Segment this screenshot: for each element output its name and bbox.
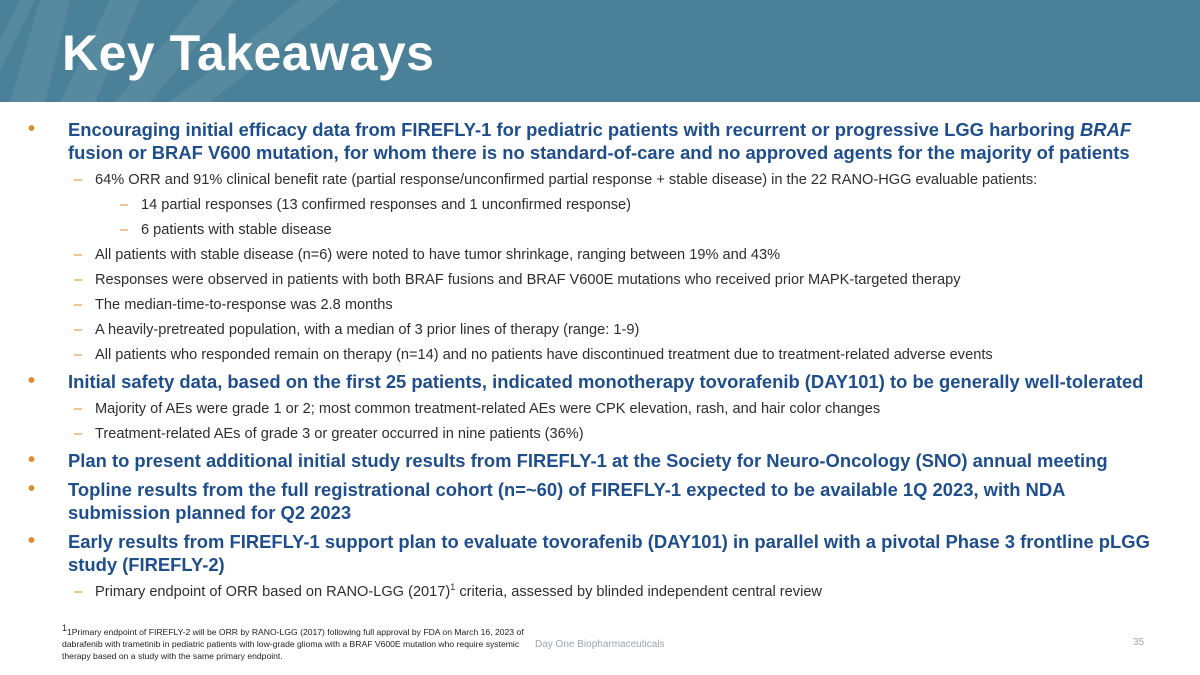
dash-icon: – — [74, 426, 83, 442]
sub-bullet — [74, 424, 1200, 444]
dash-icon: – — [74, 322, 83, 338]
takeaways-list — [0, 118, 1200, 607]
sub-bullet — [74, 245, 1200, 265]
sub-bullet-text: The median-time-to-response was 2.8 months — [95, 297, 393, 313]
bullet-text: Early results from FIREFLY-1 support plan to evaluate tovorafenib (DAY101) in parallel with a pivotal Phase 3 frontline pLGG study (FIREFLY-2) — [68, 531, 1150, 575]
dash-icon: – — [74, 401, 83, 417]
footnote-marker: 1 — [62, 623, 68, 634]
footnote — [62, 623, 532, 662]
takeaway-bullet — [28, 530, 1168, 576]
dash-icon: – — [74, 584, 83, 600]
takeaway-bullet — [28, 449, 1168, 472]
bullet-dot-icon: • — [28, 370, 36, 392]
takeaway-bullet — [28, 370, 1168, 393]
dash-icon: – — [74, 272, 83, 288]
sub-bullet-text: 6 patients with stable disease — [141, 222, 332, 238]
sub-bullet — [74, 345, 1200, 365]
sub-bullet-text: All patients who responded remain on therapy (n=14) and no patients have discontinued treatment due to treatment-related adverse events — [95, 347, 993, 363]
takeaway-bullet — [28, 118, 1168, 164]
sub-bullet — [74, 582, 1200, 602]
dash-icon: – — [74, 247, 83, 263]
sub-sub-bullet — [120, 195, 1200, 215]
bullet-text-italic: BRAF — [1080, 119, 1132, 140]
sub-bullet-text: 14 partial responses (13 confirmed responses and 1 unconfirmed response) — [141, 197, 631, 213]
bullet-dot-icon: • — [28, 118, 36, 140]
company-name: Day One Biopharmaceuticals — [535, 639, 665, 650]
page-title: Key Takeaways — [62, 25, 435, 81]
title-banner — [0, 0, 1200, 102]
sub-bullet-text: Treatment-related AEs of grade 3 or greater occurred in nine patients (36%) — [95, 426, 584, 442]
sub-bullet — [74, 320, 1200, 340]
sub-bullet — [74, 170, 1200, 190]
page-number: 35 — [1133, 637, 1145, 648]
bullet-text: Encouraging initial efficacy data from FIREFLY-1 for pediatric patients with recurrent or progressive LGG harboring — [68, 119, 1081, 140]
sub-bullet-text: Majority of AEs were grade 1 or 2; most common treatment-related AEs were CPK elevation, rash, and hair color changes — [95, 401, 881, 417]
bullet-dot-icon: • — [28, 449, 36, 471]
sub-bullet-text: All patients with stable disease (n=6) were noted to have tumor shrinkage, ranging between 19% and 43% — [95, 247, 781, 263]
sub-sub-bullet — [120, 220, 1200, 240]
dash-icon: – — [74, 297, 83, 313]
sub-bullet-text: 64% ORR and 91% clinical benefit rate (partial response/unconfirmed partial response + stable disease) in the 22 RANO-HGG evaluable patients: — [95, 172, 1038, 188]
sub-bullet — [74, 295, 1200, 315]
sub-bullet-text: A heavily-pretreated population, with a median of 3 prior lines of therapy (range: 1-9) — [95, 322, 640, 338]
bullet-dot-icon: • — [28, 478, 36, 500]
bullet-text: Plan to present additional initial study results from FIREFLY-1 at the Society for Neuro-Oncology (SNO) annual meeting — [68, 450, 1108, 471]
takeaway-bullet — [28, 478, 1168, 524]
dash-icon: – — [74, 172, 83, 188]
sub-bullet — [74, 399, 1200, 419]
footnote-reference: 1 — [450, 582, 456, 593]
dash-icon: – — [74, 347, 83, 363]
dash-icon: – — [120, 222, 129, 238]
sub-bullet-text: Primary endpoint of ORR based on RANO-LGG (2017) — [95, 584, 451, 600]
bullet-dot-icon: • — [28, 530, 36, 552]
footnote-text: 1Primary endpoint of FIREFLY-2 will be ORR by RANO-LGG (2017) following full approval by FDA on March 16, 2023 of dabrafenib with trametinib in pediatric patients with low-grade glioma with a BRAF V600E mutation who require systemic therapy based on a study with the same primary endpoint. — [62, 627, 524, 661]
sub-bullet-text: Responses were observed in patients with both BRAF fusions and BRAF V600E mutations who received prior MAPK-targeted therapy — [95, 272, 961, 288]
bullet-text: Topline results from the full registrational cohort (n=~60) of FIREFLY-1 expected to be available 1Q 2023, with NDA submission planned for Q2 2023 — [68, 479, 1065, 523]
dash-icon: – — [120, 197, 129, 213]
bullet-text: fusion or BRAF V600 mutation, for whom there is no standard-of-care and no approved agents for the majority of patients — [68, 142, 1130, 163]
bullet-text: Initial safety data, based on the first 25 patients, indicated monotherapy tovorafenib (DAY101) to be generally well-tolerated — [68, 371, 1144, 392]
sub-bullet — [74, 270, 1200, 290]
sub-bullet-text: criteria, assessed by blinded independent central review — [455, 584, 822, 600]
